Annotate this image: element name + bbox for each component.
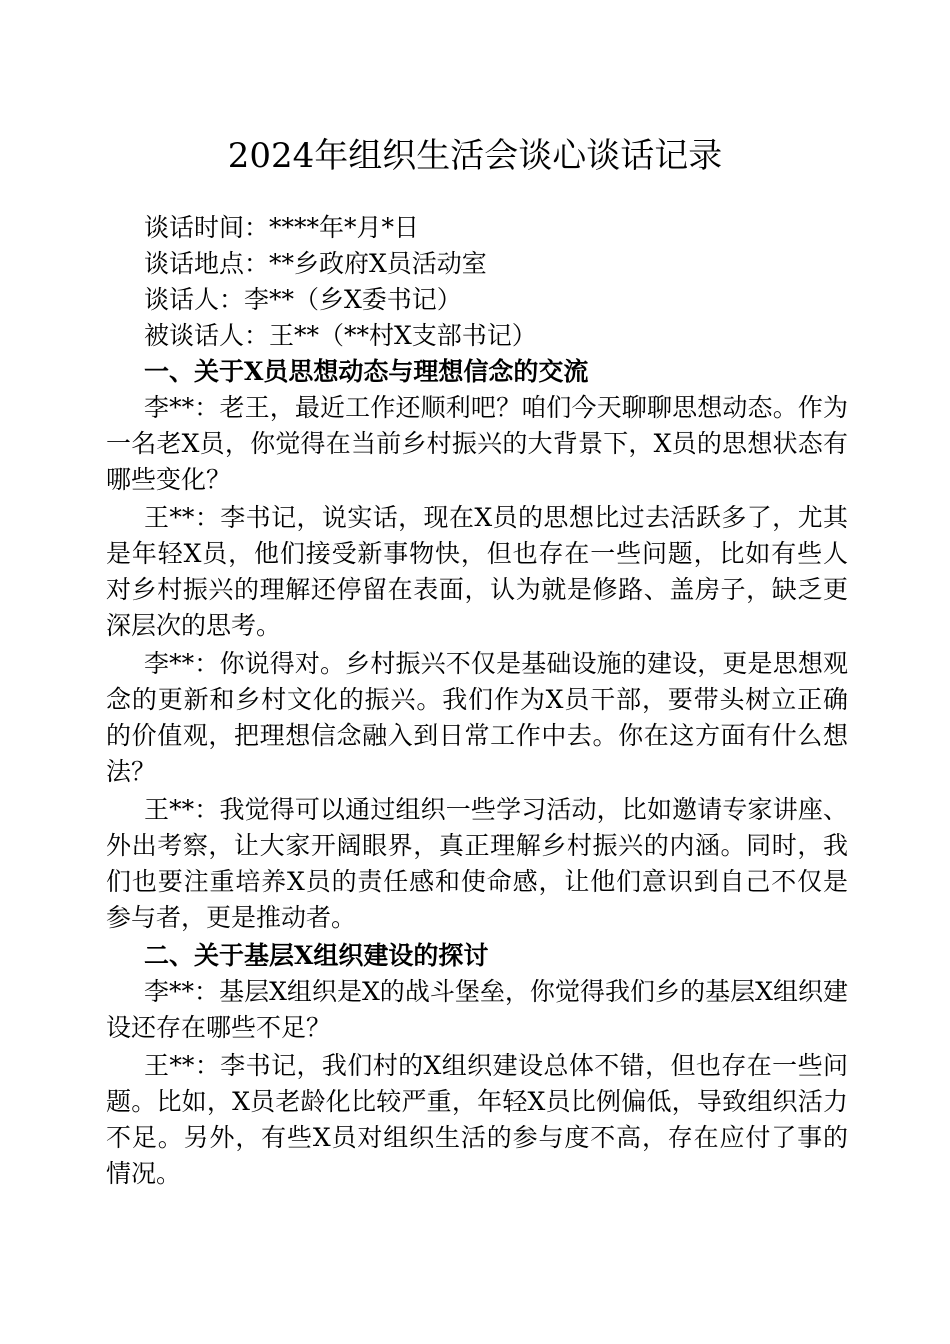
section-heading-2: 二、关于基层X组织建设的探讨 [144,941,489,970]
dialogue-paragraph: 王**：我觉得可以通过组织一些学习活动，比如邀请专家讲座、外出考察，让大家开阔眼界，真正理解乡村振兴的内涵。同时，我们也要注重培养X员的责任感和使命感，让他们意识到自己不仅是参与者，更是推动者。 [106,795,848,932]
dialogue-paragraph: 李**：你说得对。乡村振兴不仅是基础设施的建设，更是思想观念的更新和乡村文化的振兴。我们作为X员干部，要带头树立正确的价值观，把理想信念融入到日常工作中去。你在这方面有什么想法？ [106,649,848,786]
dialogue-paragraph: 李**：老王，最近工作还顺利吧？咱们今天聊聊思想动态。作为一名老X员，你觉得在当前乡村振兴的大背景下，X员的思想状态有哪些变化？ [106,393,848,494]
meta-interviewer: 谈话人：李**（乡X委书记） [144,285,462,314]
section-heading-1: 一、关于X员思想动态与理想信念的交流 [144,357,589,386]
dialogue-paragraph: 王**：李书记，我们村的X组织建设总体不错，但也存在一些问题。比如，X员老龄化比较严重，年轻X员比例偏低，导致组织活力不足。另外，有些X员对组织生活的参与度不高，存在应付了事的情况。 [106,1051,848,1188]
dialogue-paragraph: 王**：李书记，说实话，现在X员的思想比过去活跃多了，尤其是年轻X员，他们接受新事物快，但也存在一些问题，比如有些人对乡村振兴的理解还停留在表面，认为就是修路、盖房子，缺乏更深层次的思考。 [106,503,848,640]
meta-interviewee: 被谈话人：王**（**村X支部书记） [144,321,537,350]
document-title: 2024年组织生活会谈心谈话记录 [227,136,723,176]
dialogue-paragraph: 李**：基层X组织是X的战斗堡垒，你觉得我们乡的基层X组织建设还存在哪些不足？ [106,977,848,1042]
document-body [106,210,848,1194]
meta-time: 谈话时间：****年*月*日 [144,213,420,242]
meta-location: 谈话地点：**乡政府X员活动室 [144,249,487,278]
